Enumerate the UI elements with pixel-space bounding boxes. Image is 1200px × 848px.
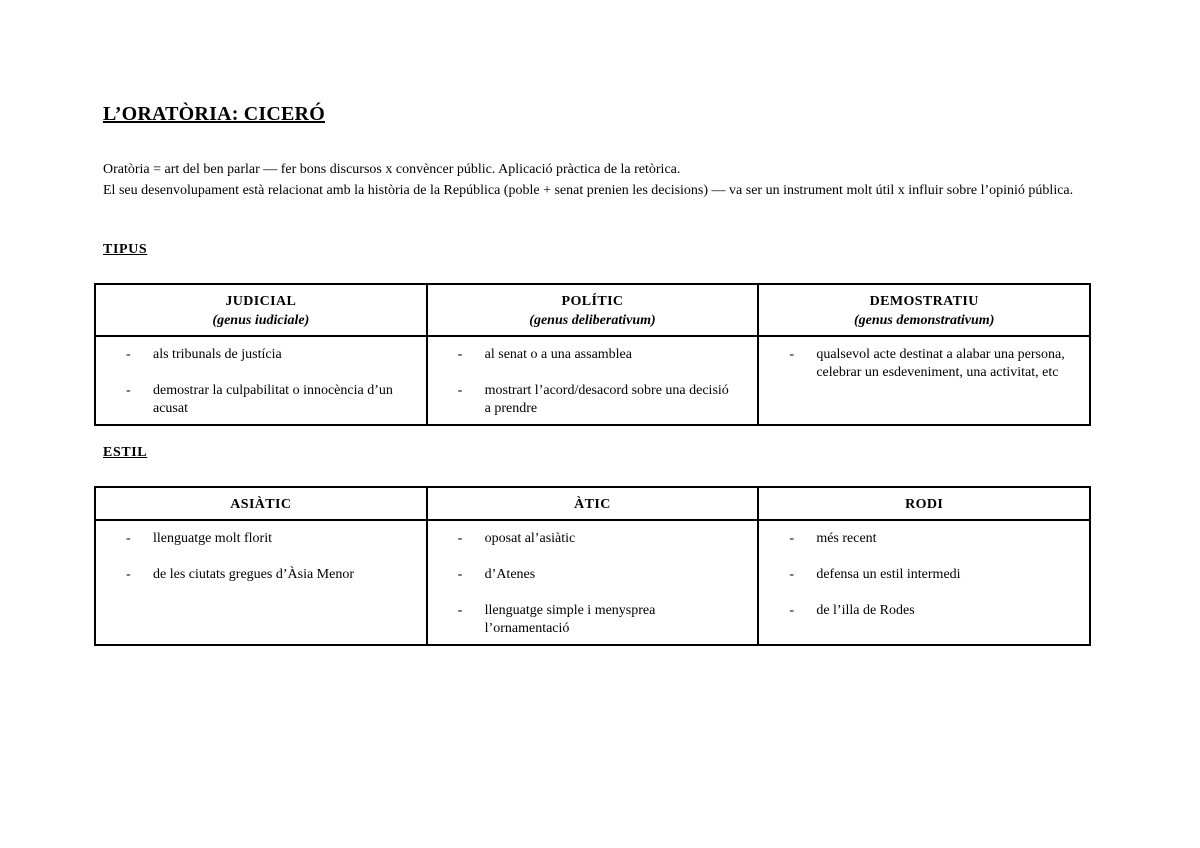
estil-table — [94, 486, 1091, 646]
estil-cell-rodi — [758, 520, 1090, 645]
list-item: - als tribunals de justícia — [126, 346, 406, 364]
tipus-table — [94, 283, 1091, 426]
header-latin-open: ( — [529, 313, 534, 328]
estil-content-row — [95, 520, 1090, 645]
header-latin-name — [434, 311, 752, 330]
list-item: - al senat o a una assamblea — [458, 346, 738, 364]
estil-header-atic: ÀTIC — [427, 487, 759, 520]
tipus-header-demostratiu — [758, 284, 1090, 336]
header-latin-open: ( — [212, 313, 218, 328]
estil-cell-atic — [427, 520, 759, 645]
tipus-content-row — [95, 336, 1090, 425]
bullet-list — [789, 530, 1069, 620]
header-latin-text: genus iudiciale) — [217, 313, 310, 328]
header-latin-open: ( — [853, 313, 859, 328]
bullet-list — [126, 530, 406, 584]
list-item: - oposat al’asiàtic — [458, 530, 738, 548]
list-item: - llenguatge molt florit — [126, 530, 406, 548]
list-item: - d’Atenes — [458, 566, 738, 584]
header-label: JUDICIAL — [225, 294, 297, 309]
tipus-header-politic — [427, 284, 759, 336]
section-heading-estil: ESTIL — [103, 445, 148, 460]
header-latin-name — [765, 311, 1083, 330]
section-heading-tipus: TIPUS — [103, 242, 148, 257]
header-label: DEMOSTRATIU — [869, 294, 979, 309]
estil-header-row — [95, 487, 1090, 520]
list-item: - llenguatge simple i menysprea l’ornamentació — [458, 602, 738, 638]
intro-paragraph — [103, 159, 1093, 201]
tipus-cell-judicial — [95, 336, 427, 425]
header-label: POLÍTIC — [561, 294, 624, 309]
header-latin-text: genus demonstrativum) — [858, 313, 995, 328]
header-latin-name — [102, 311, 420, 330]
estil-header-rodi: RODI — [758, 487, 1090, 520]
list-item: - defensa un estil intermedi — [789, 566, 1069, 584]
header-latin-text: genus deliberativum) — [533, 313, 656, 328]
bullet-list — [458, 346, 738, 418]
page-title: L’ORATÒRIA: CICERÓ — [103, 103, 325, 125]
tipus-cell-demostratiu — [758, 336, 1090, 425]
bullet-list — [458, 530, 738, 638]
list-item: - de l’illa de Rodes — [789, 602, 1069, 620]
tipus-header-row — [95, 284, 1090, 336]
tipus-header-judicial — [95, 284, 427, 336]
list-item: - més recent — [789, 530, 1069, 548]
estil-cell-asiatic — [95, 520, 427, 645]
list-item: - mostrart l’acord/desacord sobre una decisió a prendre — [458, 382, 738, 418]
estil-header-asiatic: ASIÀTIC — [95, 487, 427, 520]
bullet-list — [126, 346, 406, 418]
list-item: - de les ciutats gregues d’Àsia Menor — [126, 566, 406, 584]
list-item: - demostrar la culpabilitat o innocència d’un acusat — [126, 382, 406, 418]
list-item: - qualsevol acte destinat a alabar una persona, celebrar un esdeveniment, una activitat, etc — [789, 346, 1069, 382]
intro-line-definition: Oratòria = art del ben parlar — fer bons discursos x convèncer públic. Aplicació pràctica de la retòrica. — [103, 162, 681, 177]
tipus-cell-politic — [427, 336, 759, 425]
intro-line-history: El seu desenvolupament està relacionat amb la història de la República (poble + senat prenien les decisions) — va ser un instrument molt útil x influir sobre l’opinió pública. — [103, 183, 1074, 198]
bullet-list — [789, 346, 1069, 382]
